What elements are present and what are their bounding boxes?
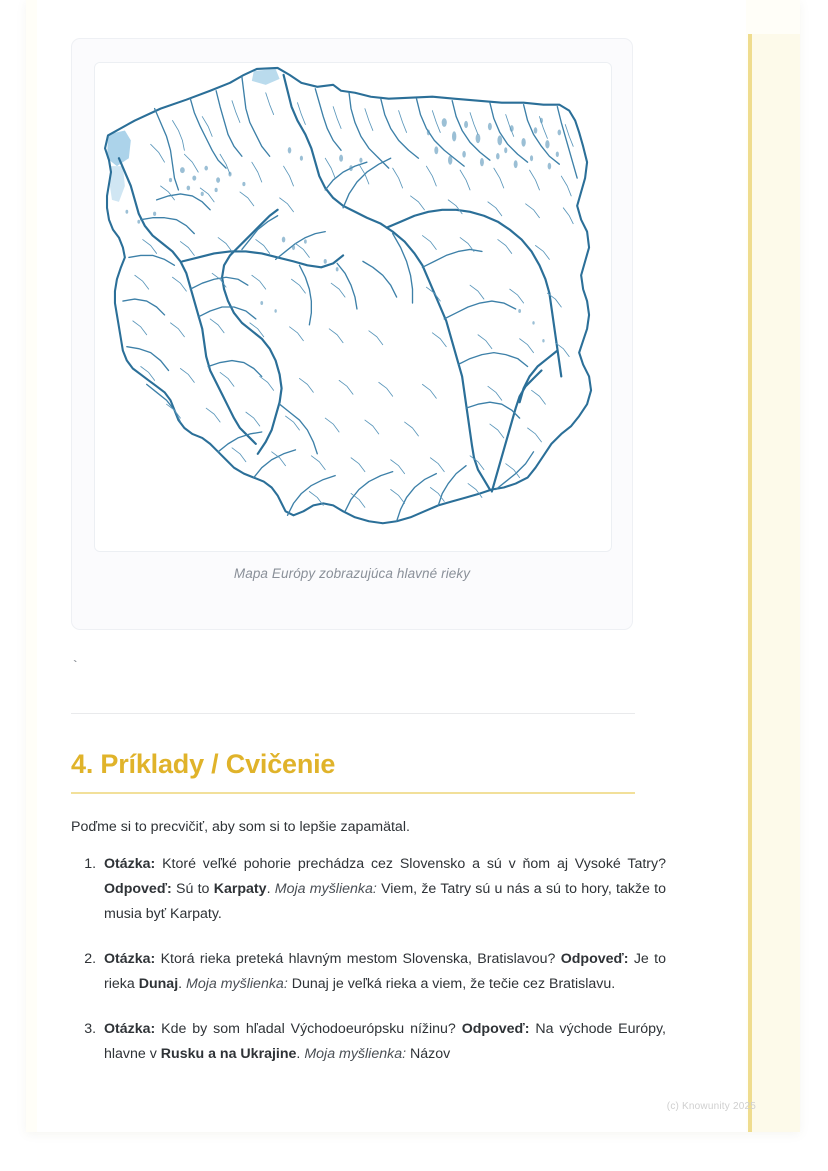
stray-backtick-text: ` bbox=[71, 659, 80, 675]
thought-label: Moja myšlienka: bbox=[304, 1046, 407, 1062]
heading-underline bbox=[71, 792, 635, 794]
answer-pre: Na východe Európy, hlavne v bbox=[104, 1021, 666, 1062]
question-label: Otázka: bbox=[104, 1021, 156, 1037]
answer-post: . bbox=[296, 1046, 301, 1062]
question-text: Ktorá rieka preteká hlavným mestom Slovenska, Bratislavou? bbox=[160, 951, 556, 967]
figure-card bbox=[71, 38, 633, 630]
answer-pre: Sú to bbox=[176, 881, 210, 897]
question-label: Otázka: bbox=[104, 951, 156, 967]
section-divider bbox=[71, 713, 635, 714]
list-item bbox=[100, 1017, 666, 1067]
map-image-frame bbox=[94, 62, 612, 552]
answer-highlight: Dunaj bbox=[138, 976, 179, 992]
answer-pre: Je to rieka bbox=[104, 951, 666, 992]
page-footer-copyright: (c) Knowunity 2025 bbox=[666, 1101, 756, 1112]
document-page bbox=[26, 0, 800, 1132]
thought-text: Názov bbox=[410, 1046, 451, 1062]
exercise-list bbox=[71, 852, 666, 1087]
thought-label: Moja myšlienka: bbox=[274, 881, 377, 897]
question-text: Kde by som hľadal Východoeurópsku nížinu? bbox=[161, 1021, 456, 1037]
map-of-poland-rivers-icon bbox=[95, 63, 611, 551]
answer-highlight: Karpaty bbox=[213, 881, 267, 897]
answer-post: . bbox=[266, 881, 271, 897]
list-item bbox=[100, 852, 666, 927]
answer-post: . bbox=[178, 976, 183, 992]
list-item bbox=[100, 947, 666, 997]
section-heading: 4. Príklady / Cvičenie bbox=[71, 749, 336, 779]
thought-text: Viem, že Tatry sú u nás a sú to hory, takže to musia byť Karpaty. bbox=[104, 881, 666, 922]
answer-label: Odpoveď: bbox=[560, 951, 629, 967]
answer-highlight: Rusku a na Ukrajine bbox=[160, 1046, 297, 1062]
thought-text: Dunaj je veľká rieka a viem, že tečie cez Bratislavu. bbox=[291, 976, 616, 992]
answer-label: Odpoveď: bbox=[461, 1021, 530, 1037]
question-text: Ktoré veľké pohorie prechádza cez Slovensko a sú v ňom aj Vysoké Tatry? bbox=[162, 856, 666, 872]
answer-label: Odpoveď: bbox=[104, 881, 172, 897]
figure-caption: Mapa Európy zobrazujúca hlavné rieky bbox=[233, 566, 471, 581]
intro-paragraph: Poďme si to precvičiť, aby som si to lepšie zapamätal. bbox=[71, 819, 410, 835]
question-label: Otázka: bbox=[104, 856, 156, 872]
right-cream-band bbox=[752, 34, 800, 1132]
thought-label: Moja myšlienka: bbox=[186, 976, 288, 992]
